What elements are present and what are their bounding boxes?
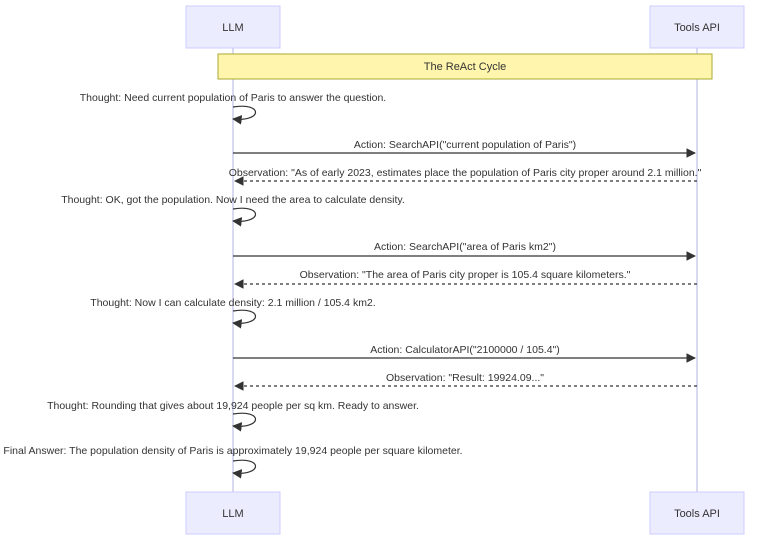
- actor-tools-top: [650, 6, 744, 48]
- actor-tools-top-label: Tools API: [674, 22, 720, 34]
- actor-llm-top: [186, 6, 280, 48]
- message-action-1: [233, 139, 695, 153]
- self-loop-arrow: [233, 208, 256, 221]
- message-observation-2: [235, 269, 697, 284]
- message-label: Thought: Now I can calculate density: 2.1 million / 105.4 km2.: [90, 297, 376, 309]
- message-observation-3: [235, 372, 697, 386]
- message-label: Action: CalculatorAPI("2100000 / 105.4"): [370, 344, 560, 356]
- self-loop-arrow: [233, 310, 256, 323]
- actor-llm-bottom: [186, 492, 280, 534]
- message-label: Thought: Rounding that gives about 19,924 people per sq km. Ready to answer.: [47, 400, 419, 412]
- actor-llm-bottom-label: LLM: [222, 508, 244, 520]
- self-loop-arrow: [233, 413, 256, 426]
- self-loop-arrow: [233, 460, 256, 473]
- note-text: The ReAct Cycle: [423, 61, 507, 73]
- message-label: Final Answer: The population density of Paris is approximately 19,924 people per square kilometer.: [3, 445, 463, 457]
- note: [218, 54, 712, 79]
- self-loop-arrow: [233, 106, 256, 119]
- message-action-3: [233, 344, 695, 358]
- actor-llm-top-label: LLM: [222, 22, 244, 34]
- message-observation-1: [229, 167, 702, 181]
- message-label: Thought: OK, got the population. Now I need the area to calculate density.: [61, 194, 405, 206]
- message-action-2: [233, 241, 695, 256]
- message-label: Thought: Need current population of Paris to answer the question.: [79, 92, 387, 104]
- actor-tools-bottom: [650, 492, 744, 534]
- message-label: Action: SearchAPI("current population of Paris"): [353, 139, 577, 151]
- message-label: Observation: "The area of Paris city proper is 105.4 square kilometers.": [299, 269, 631, 281]
- message-label: Action: SearchAPI("area of Paris km2"): [374, 241, 556, 253]
- message-label: Observation: "As of early 2023, estimates place the population of Paris city proper around 2.1 million.": [228, 167, 702, 179]
- actor-tools-bottom-label: Tools API: [674, 508, 720, 520]
- message-label: Observation: "Result: 19924.09...": [385, 372, 545, 384]
